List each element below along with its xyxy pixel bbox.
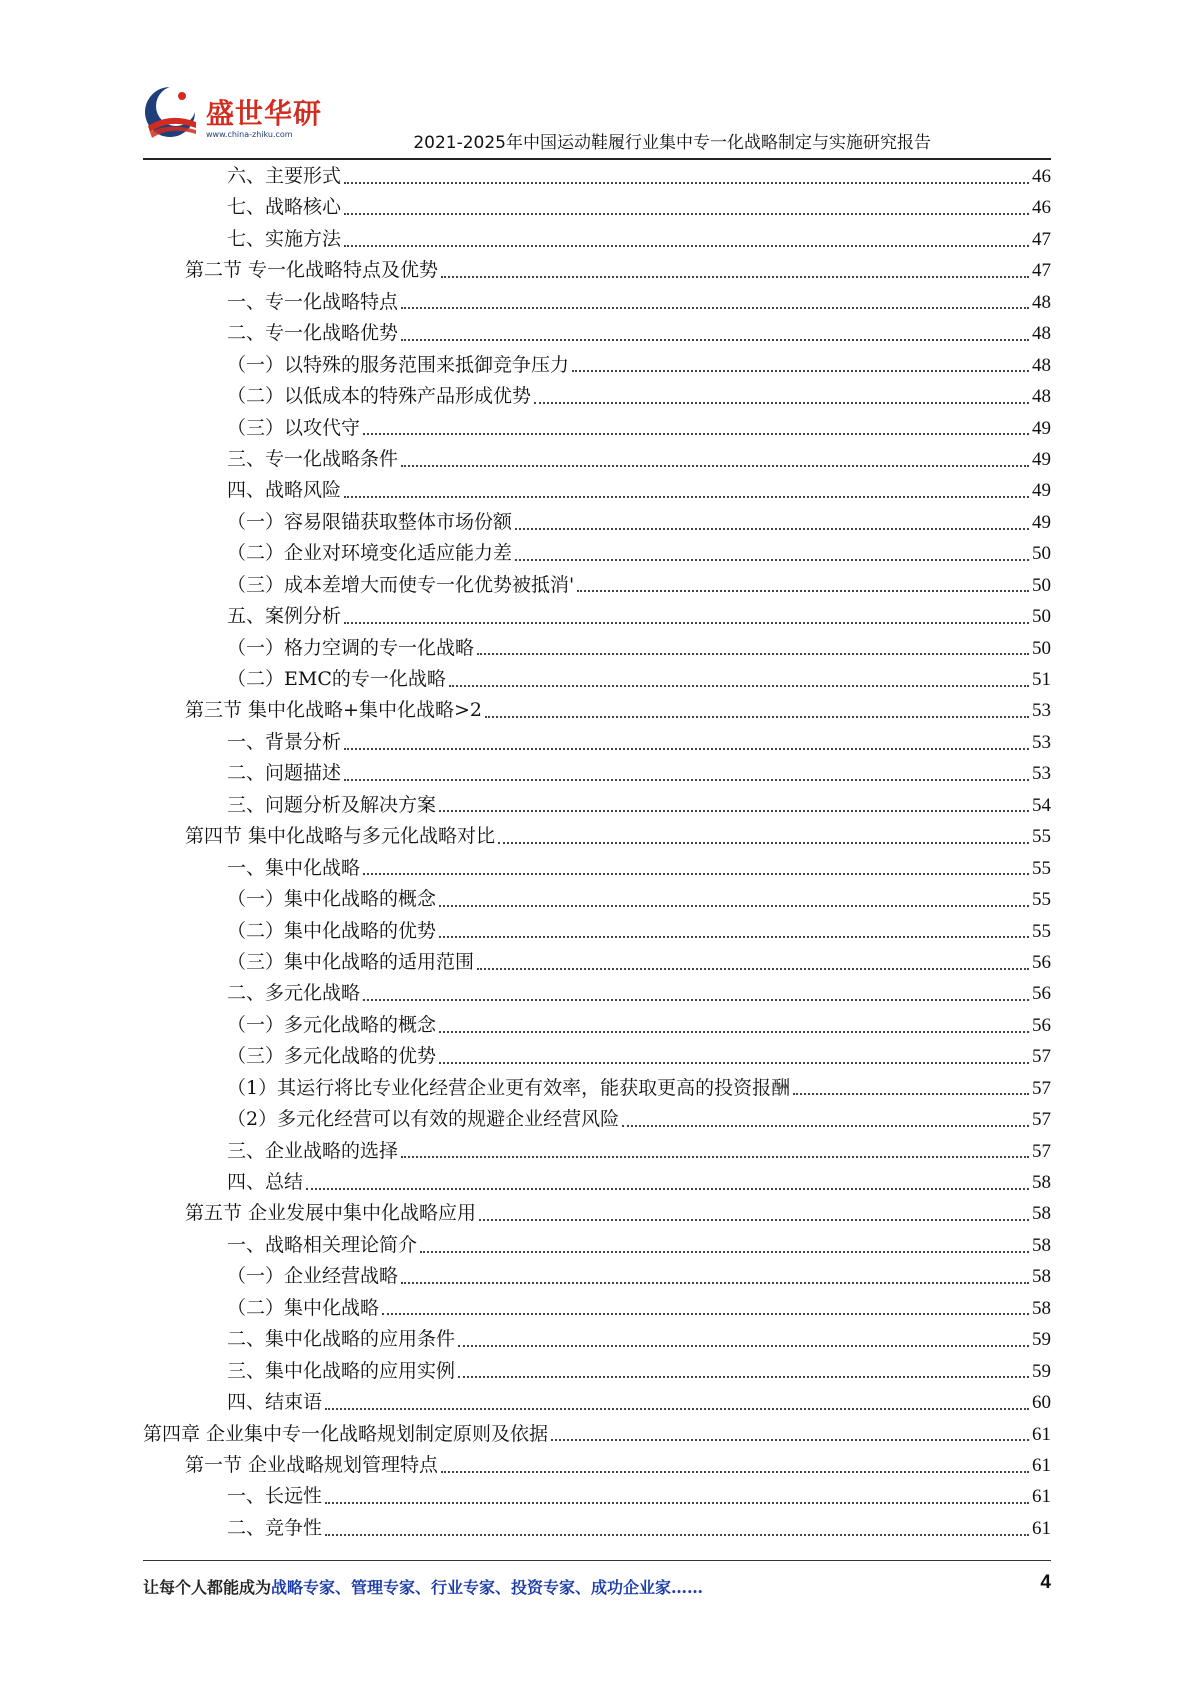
toc-entry[interactable] xyxy=(143,1136,1051,1167)
toc-entry-label: 一、专一化战略特点 xyxy=(227,290,399,313)
toc-entry-label: （二）EMC的专一化战略 xyxy=(227,668,446,690)
toc-entry-label: （一）集中化战略的概念 xyxy=(227,888,437,911)
toc-entry-page: 46 xyxy=(1032,197,1051,219)
toc-entry[interactable] xyxy=(143,853,1051,884)
toc-entry-label: 第三节 集中化战略+集中化战略>2 xyxy=(185,699,482,722)
toc-entry-label: 二、竞争性 xyxy=(227,1516,323,1539)
toc-entry-page: 51 xyxy=(1032,669,1051,690)
toc-entry[interactable] xyxy=(143,1356,1051,1387)
brand-logo-icon xyxy=(140,82,202,144)
toc-dot-leader xyxy=(458,1343,1029,1347)
toc-entry[interactable] xyxy=(143,1010,1051,1041)
toc-entry-page: 47 xyxy=(1032,228,1051,250)
brand-name: 盛世华研 xyxy=(206,97,323,130)
toc-dot-leader xyxy=(439,1029,1029,1033)
toc-entry-label: 二、集中化战略的应用条件 xyxy=(227,1328,456,1351)
toc-entry-label: （二）集中化战略的优势 xyxy=(227,919,437,942)
toc-entry-page: 50 xyxy=(1032,637,1051,659)
toc-entry[interactable] xyxy=(143,1073,1051,1104)
toc-dot-leader xyxy=(551,1437,1029,1441)
toc-entry-page: 55 xyxy=(1032,889,1051,911)
toc-entry[interactable] xyxy=(143,224,1051,255)
toc-entry[interactable] xyxy=(143,758,1051,789)
toc-dot-leader xyxy=(420,1249,1029,1253)
toc-dot-leader xyxy=(458,1374,1029,1378)
toc-entry-label: 三、集中化战略的应用实例 xyxy=(227,1359,456,1382)
toc-entry[interactable] xyxy=(143,601,1051,632)
toc-entry[interactable] xyxy=(143,475,1051,506)
toc-dot-leader xyxy=(344,746,1029,750)
toc-dot-leader xyxy=(485,714,1029,718)
toc-entry-page: 60 xyxy=(1032,1392,1051,1414)
toc-entry-label: （2）多元化经营可以有效的规避企业经营风险 xyxy=(227,1108,620,1131)
toc-entry-label: 五、案例分析 xyxy=(227,605,342,628)
toc-dot-leader xyxy=(441,274,1029,278)
toc-entry-label: （一）企业经营战略 xyxy=(227,1265,399,1288)
toc-entry[interactable] xyxy=(143,633,1051,664)
toc-entry[interactable] xyxy=(143,978,1051,1009)
toc-entry[interactable] xyxy=(143,1324,1051,1355)
toc-entry-page: 61 xyxy=(1032,1423,1051,1445)
toc-entry-page: 49 xyxy=(1032,448,1051,470)
toc-entry[interactable] xyxy=(143,790,1051,821)
toc-entry-page: 48 xyxy=(1032,323,1051,345)
toc-entry-label: 七、实施方法 xyxy=(227,227,342,250)
toc-entry-page: 57 xyxy=(1032,1077,1051,1099)
toc-dot-leader xyxy=(515,557,1029,561)
toc-entry-page: 57 xyxy=(1032,1046,1051,1068)
toc-entry-label: 第二节 专一化战略特点及优势 xyxy=(185,259,439,282)
toc-entry-label: （二）以低成本的特殊产品形成优势 xyxy=(227,385,532,408)
toc-entry-label: 二、专一化战略优势 xyxy=(227,322,399,345)
toc-entry[interactable] xyxy=(143,318,1051,349)
toc-dot-leader xyxy=(515,526,1029,530)
page-header xyxy=(0,0,1191,160)
document-title: 2021-2025年中国运动鞋履行业集中专一化战略制定与实施研究报告 xyxy=(413,133,931,153)
toc-dot-leader xyxy=(325,1532,1029,1536)
toc-entry-page: 61 xyxy=(1032,1517,1051,1539)
toc-entry-page: 59 xyxy=(1032,1329,1051,1351)
toc-dot-leader xyxy=(401,1154,1029,1158)
toc-entry-label: 第四章 企业集中专一化战略规划制定原则及依据 xyxy=(143,1422,549,1445)
toc-entry-page: 57 xyxy=(1032,1109,1051,1131)
toc-entry[interactable] xyxy=(143,192,1051,223)
toc-entry-page: 58 xyxy=(1032,1234,1051,1256)
toc-entry-label: 三、专一化战略条件 xyxy=(227,447,399,470)
toc-entry-page: 53 xyxy=(1032,700,1051,722)
toc-dot-leader xyxy=(577,588,1029,592)
toc-entry[interactable] xyxy=(143,695,1051,726)
toc-dot-leader xyxy=(363,431,1029,435)
toc-entry-page: 57 xyxy=(1032,1140,1051,1162)
toc-entry[interactable] xyxy=(143,381,1051,412)
toc-entry-label: （一）格力空调的专一化战略 xyxy=(227,636,475,659)
toc-entry-label: 三、问题分析及解决方案 xyxy=(227,793,437,816)
toc-dot-leader xyxy=(622,1123,1029,1127)
toc-dot-leader xyxy=(793,1091,1029,1095)
toc-entry-label: 七、战略核心 xyxy=(227,196,342,219)
toc-entry[interactable] xyxy=(143,350,1051,381)
toc-dot-leader xyxy=(572,368,1029,372)
brand-logo xyxy=(140,82,340,152)
toc-entry[interactable] xyxy=(143,507,1051,538)
table-of-contents xyxy=(143,161,1051,1544)
header-divider xyxy=(143,158,1051,160)
toc-entry-label: 一、长远性 xyxy=(227,1485,323,1508)
toc-entry[interactable] xyxy=(143,570,1051,601)
toc-dot-leader xyxy=(401,463,1029,467)
toc-entry-label: 二、问题描述 xyxy=(227,762,342,785)
toc-entry-page: 58 xyxy=(1032,1266,1051,1288)
toc-entry[interactable] xyxy=(143,1198,1051,1229)
footer-slogan-prefix: 让每个人都能成为 xyxy=(143,1578,272,1597)
toc-entry[interactable] xyxy=(143,538,1051,569)
toc-dot-leader xyxy=(441,1469,1029,1473)
toc-entry-page: 50 xyxy=(1032,574,1051,596)
toc-entry[interactable] xyxy=(143,1230,1051,1261)
toc-dot-leader xyxy=(344,243,1029,247)
toc-entry[interactable] xyxy=(143,1041,1051,1072)
toc-entry[interactable] xyxy=(143,1293,1051,1324)
toc-entry[interactable] xyxy=(143,1167,1051,1198)
toc-entry-page: 58 xyxy=(1032,1172,1051,1193)
toc-entry[interactable] xyxy=(143,947,1051,978)
toc-entry-page: 61 xyxy=(1032,1486,1051,1508)
toc-entry-page: 48 xyxy=(1032,386,1051,408)
toc-dot-leader xyxy=(479,1217,1029,1221)
toc-entry-page: 49 xyxy=(1032,511,1051,533)
toc-entry-label: 四、战略风险 xyxy=(227,479,342,502)
toc-entry-label: 第一节 企业战略规划管理特点 xyxy=(185,1453,439,1476)
toc-entry[interactable] xyxy=(143,821,1051,852)
toc-dot-leader xyxy=(534,400,1029,404)
toc-entry-page: 56 xyxy=(1032,1014,1051,1036)
toc-entry[interactable] xyxy=(143,255,1051,286)
toc-dot-leader xyxy=(401,305,1029,309)
toc-dot-leader xyxy=(344,620,1029,624)
toc-entry[interactable] xyxy=(143,161,1051,192)
toc-entry-label: （二）企业对环境变化适应能力差 xyxy=(227,542,513,565)
footer-slogan xyxy=(143,1575,703,1598)
toc-entry[interactable] xyxy=(143,1513,1051,1544)
toc-entry[interactable] xyxy=(143,1104,1051,1135)
toc-dot-leader xyxy=(344,211,1029,215)
toc-entry-page: 49 xyxy=(1032,480,1051,502)
toc-entry-page: 61 xyxy=(1032,1454,1051,1476)
toc-dot-leader xyxy=(477,966,1029,970)
toc-entry[interactable] xyxy=(143,444,1051,475)
toc-entry-page: 48 xyxy=(1032,291,1051,313)
toc-entry-page: 58 xyxy=(1032,1203,1051,1225)
toc-entry[interactable] xyxy=(143,1450,1051,1481)
toc-dot-leader xyxy=(363,997,1029,1001)
toc-dot-leader xyxy=(439,934,1029,938)
toc-entry-label: （三）成本差增大而使专一化优势被抵消' xyxy=(227,573,575,596)
toc-entry-label: 第五节 企业发展中集中化战略应用 xyxy=(185,1202,477,1225)
toc-entry[interactable] xyxy=(143,1387,1051,1418)
toc-entry-page: 58 xyxy=(1032,1297,1051,1319)
toc-dot-leader xyxy=(344,180,1029,184)
toc-dot-leader xyxy=(401,1280,1029,1284)
toc-entry-page: 47 xyxy=(1032,260,1051,282)
toc-entry[interactable] xyxy=(143,413,1051,444)
toc-entry-page: 50 xyxy=(1032,606,1051,628)
toc-entry-page: 55 xyxy=(1032,920,1051,942)
toc-entry[interactable] xyxy=(143,1481,1051,1512)
toc-entry-label: 二、多元化战略 xyxy=(227,982,361,1005)
toc-entry-label: （三）集中化战略的适用范围 xyxy=(227,950,475,973)
toc-entry-page: 50 xyxy=(1032,543,1051,565)
toc-dot-leader xyxy=(477,651,1029,655)
toc-entry-label: （一）以特殊的服务范围来抵御竞争压力 xyxy=(227,353,570,376)
toc-entry-label: 一、背景分析 xyxy=(227,730,342,753)
toc-entry-label: （1）其运行将比专业化经营企业更有效率，能获取更高的投资报酬 xyxy=(227,1076,791,1099)
toc-entry[interactable] xyxy=(143,287,1051,318)
toc-entry-page: 54 xyxy=(1032,794,1051,816)
footer-divider xyxy=(143,1560,1051,1561)
toc-entry-label: （三）多元化战略的优势 xyxy=(227,1045,437,1068)
footer-slogan-highlight: 战略专家、管理专家、行业专家、投资专家、成功企业家…… xyxy=(271,1578,704,1597)
toc-entry-label: 一、战略相关理论简介 xyxy=(227,1233,418,1256)
toc-entry[interactable] xyxy=(143,727,1051,758)
toc-dot-leader xyxy=(439,1060,1029,1064)
toc-entry-label: （一）容易限锚获取整体市场份额 xyxy=(227,510,513,533)
toc-entry-label: 四、总结 xyxy=(227,1171,304,1193)
toc-dot-leader xyxy=(306,1186,1029,1190)
toc-dot-leader xyxy=(449,683,1029,687)
toc-entry-label: 三、企业战略的选择 xyxy=(227,1139,399,1162)
toc-entry[interactable] xyxy=(143,1419,1051,1450)
toc-entry-label: 六、主要形式 xyxy=(227,165,342,187)
toc-entry-page: 49 xyxy=(1032,417,1051,439)
toc-dot-leader xyxy=(325,1500,1029,1504)
toc-entry-label: （二）集中化战略 xyxy=(227,1296,380,1319)
toc-entry-label: （三）以攻代守 xyxy=(227,416,361,439)
toc-dot-leader xyxy=(363,871,1029,875)
toc-entry-page: 53 xyxy=(1032,731,1051,753)
toc-entry-page: 53 xyxy=(1032,763,1051,785)
toc-entry-page: 55 xyxy=(1032,826,1051,848)
brand-url: www.china-zhiku.com xyxy=(206,130,293,139)
toc-dot-leader xyxy=(382,1311,1029,1315)
toc-dot-leader xyxy=(498,840,1029,844)
toc-entry-page: 48 xyxy=(1032,354,1051,376)
toc-entry-label: 第四节 集中化战略与多元化战略对比 xyxy=(185,825,496,848)
toc-entry-label: （一）多元化战略的概念 xyxy=(227,1013,437,1036)
toc-entry[interactable] xyxy=(143,916,1051,947)
toc-entry-page: 56 xyxy=(1032,951,1051,973)
toc-entry-label: 一、集中化战略 xyxy=(227,856,361,879)
toc-entry[interactable] xyxy=(143,664,1051,695)
toc-dot-leader xyxy=(325,1406,1029,1410)
toc-dot-leader xyxy=(344,777,1029,781)
toc-entry-page: 59 xyxy=(1032,1360,1051,1382)
toc-entry[interactable] xyxy=(143,884,1051,915)
page-number: 4 xyxy=(1040,1572,1051,1593)
toc-dot-leader xyxy=(439,903,1029,907)
toc-entry[interactable] xyxy=(143,1261,1051,1292)
toc-entry-page: 55 xyxy=(1032,857,1051,879)
toc-entry-label: 四、结束语 xyxy=(227,1391,323,1414)
toc-entry-page: 46 xyxy=(1032,166,1051,187)
toc-dot-leader xyxy=(401,337,1029,341)
toc-entry-page: 56 xyxy=(1032,983,1051,1005)
toc-dot-leader xyxy=(439,808,1029,812)
toc-dot-leader xyxy=(344,494,1029,498)
